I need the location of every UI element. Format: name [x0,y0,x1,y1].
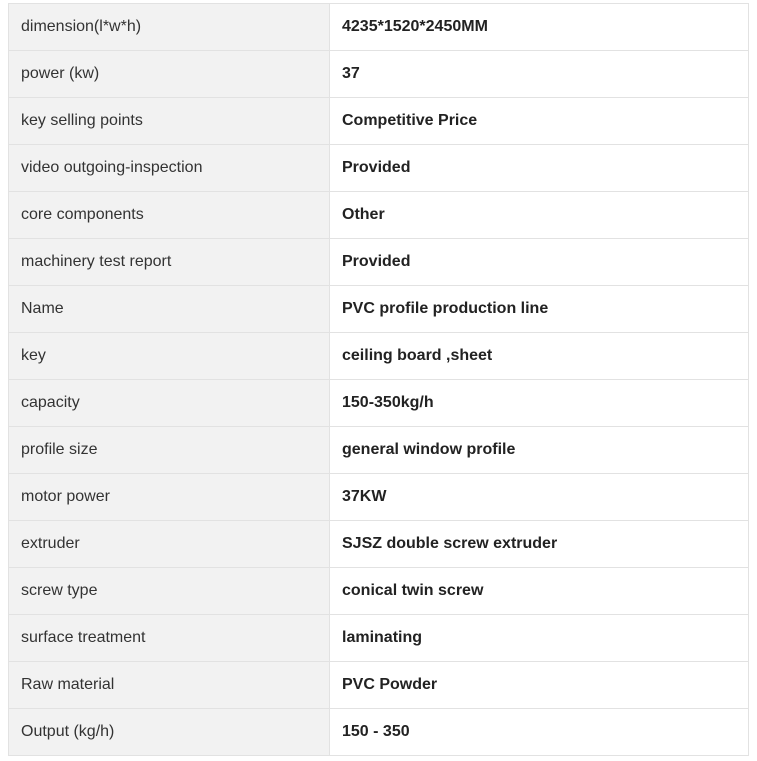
spec-label: Name [9,286,330,333]
spec-value: 37KW [330,474,749,521]
spec-label: dimension(l*w*h) [9,4,330,51]
spec-value: Provided [330,239,749,286]
spec-value: 150 - 350 [330,709,749,756]
spec-label: surface treatment [9,615,330,662]
table-row [9,474,749,521]
table-row [9,568,749,615]
spec-label: Output (kg/h) [9,709,330,756]
table-row [9,4,749,51]
spec-value: conical twin screw [330,568,749,615]
table-row [9,286,749,333]
spec-value: Other [330,192,749,239]
spec-value: PVC profile production line [330,286,749,333]
spec-value: ceiling board ,sheet [330,333,749,380]
table-row [9,333,749,380]
spec-label: video outgoing-inspection [9,145,330,192]
spec-label: screw type [9,568,330,615]
table-row [9,192,749,239]
spec-label: machinery test report [9,239,330,286]
spec-value: Provided [330,145,749,192]
spec-label: key selling points [9,98,330,145]
table-row [9,427,749,474]
spec-value: laminating [330,615,749,662]
spec-value: SJSZ double screw extruder [330,521,749,568]
spec-label: extruder [9,521,330,568]
table-row [9,709,749,756]
spec-label: key [9,333,330,380]
table-row [9,145,749,192]
spec-label: profile size [9,427,330,474]
table-row [9,239,749,286]
table-row [9,662,749,709]
table-row [9,615,749,662]
spec-value: Competitive Price [330,98,749,145]
spec-label: capacity [9,380,330,427]
spec-value: 150-350kg/h [330,380,749,427]
table-row [9,98,749,145]
spec-label: power (kw) [9,51,330,98]
spec-label: Raw material [9,662,330,709]
spec-value: PVC Powder [330,662,749,709]
table-row [9,521,749,568]
spec-value: 37 [330,51,749,98]
spec-value: 4235*1520*2450MM [330,4,749,51]
specifications-table [8,3,749,756]
spec-label: core components [9,192,330,239]
spec-label: motor power [9,474,330,521]
spec-value: general window profile [330,427,749,474]
table-row [9,51,749,98]
table-row [9,380,749,427]
